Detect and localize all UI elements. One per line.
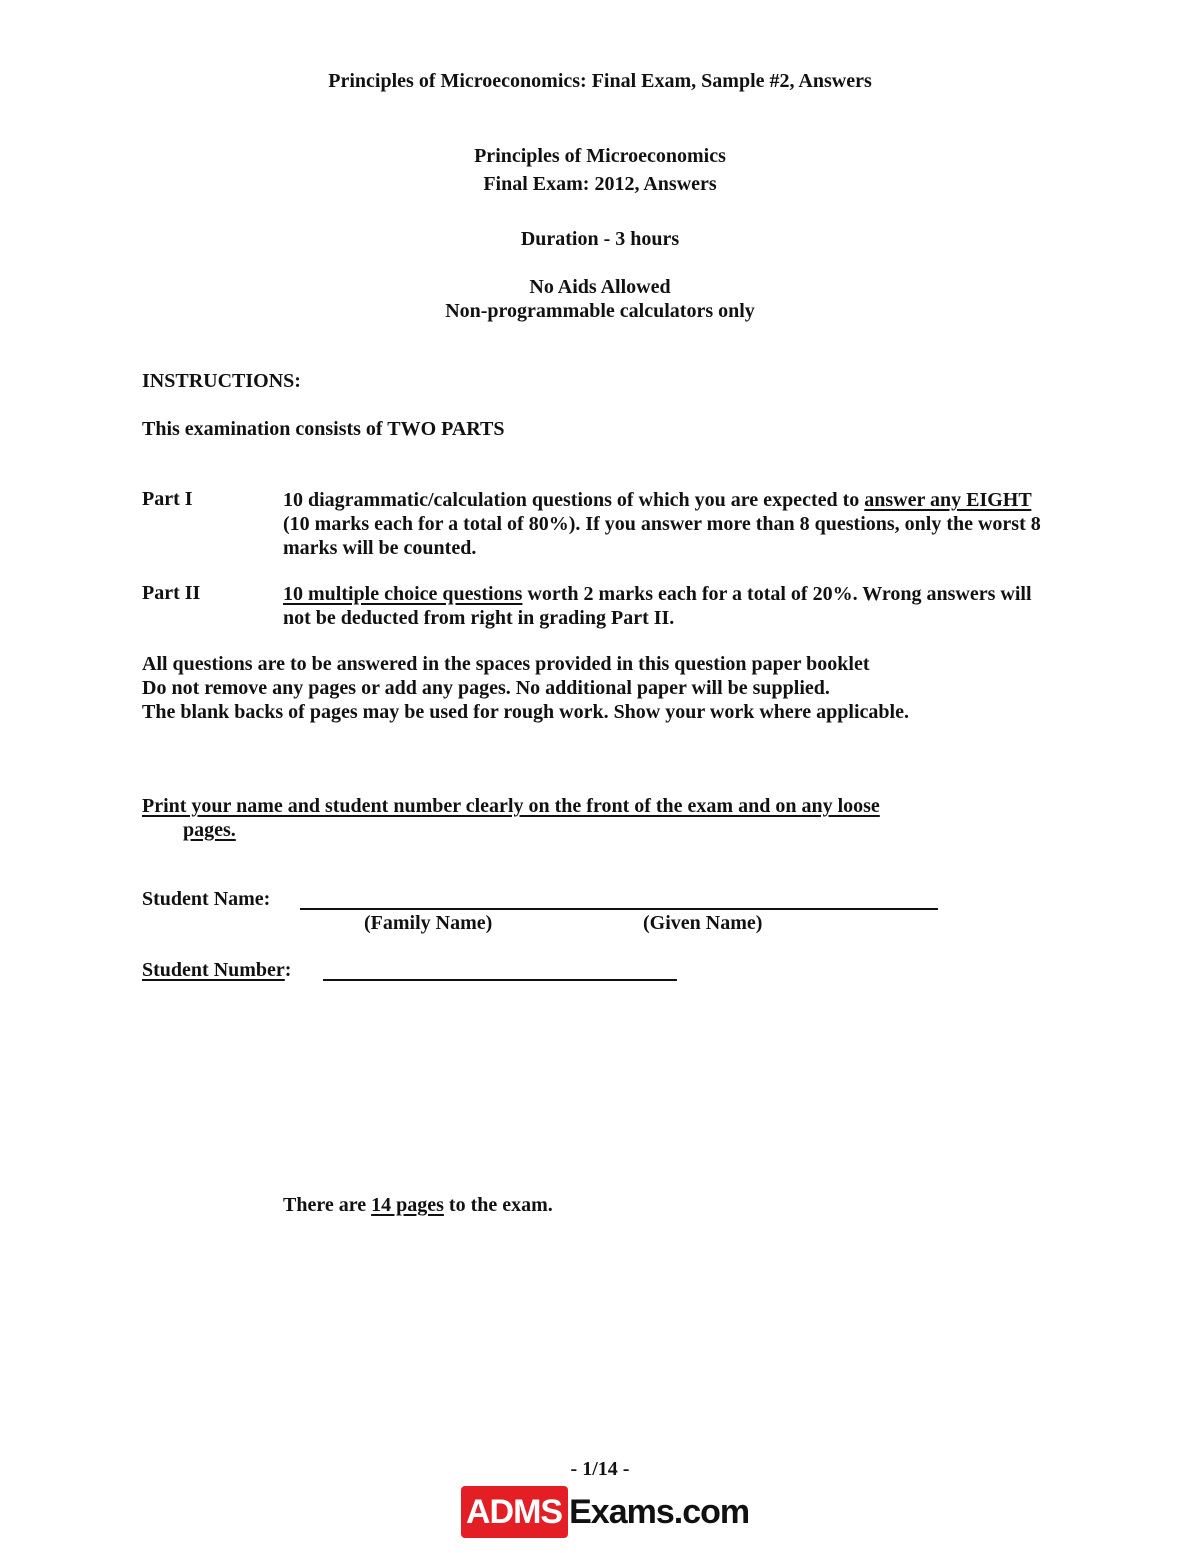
part1-text-2: (10 marks each for a total of 80%). If you answer more than 8 questions, only the worst 8 marks will be counted. bbox=[283, 513, 1041, 559]
logo-box-text: ADMS bbox=[461, 1486, 568, 1538]
print-notice-line-1: Print your name and student number clearly on the front of the exam and on any loose bbox=[142, 795, 880, 817]
part1-label: Part I bbox=[142, 488, 193, 510]
instructions-heading: INSTRUCTIONS: bbox=[142, 370, 301, 392]
part1-text-1: 10 diagrammatic/calculation questions of which you are expected to bbox=[283, 489, 865, 511]
admsexams-logo bbox=[461, 1484, 749, 1540]
print-notice-line-2: pages. bbox=[183, 819, 236, 841]
page-count: 14 pages bbox=[371, 1194, 444, 1216]
general-instructions bbox=[142, 652, 909, 724]
part2-label: Part II bbox=[142, 582, 201, 604]
general-instruction-line: Do not remove any pages or add any pages. No additional paper will be supplied. bbox=[142, 677, 830, 699]
running-header: Principles of Microeconomics: Final Exam, Sample #2, Answers bbox=[328, 70, 872, 92]
exam-parts-statement: This examination consists of TWO PARTS bbox=[142, 418, 505, 440]
general-instruction-line: All questions are to be answered in the spaces provided in this question paper booklet bbox=[142, 653, 870, 675]
print-name-notice bbox=[142, 794, 880, 842]
family-name-caption: (Family Name) bbox=[364, 912, 493, 934]
exam-title: Final Exam: 2012, Answers bbox=[483, 173, 717, 195]
student-number-label bbox=[142, 959, 291, 982]
student-number-label-text: Student Number bbox=[142, 959, 285, 981]
calculators-text: Non-programmable calculators only bbox=[445, 300, 755, 322]
logo-rest-text: Exams.com bbox=[569, 1492, 750, 1531]
student-number-field[interactable] bbox=[323, 979, 677, 981]
part1-emphasis: answer any EIGHT bbox=[864, 489, 1032, 511]
part2-emphasis: 10 multiple choice questions bbox=[283, 583, 523, 605]
part2-description bbox=[283, 582, 1063, 630]
student-number-colon: : bbox=[284, 959, 292, 981]
part1-description bbox=[283, 488, 1063, 560]
page-number: - 1/14 - bbox=[570, 1458, 630, 1480]
duration-text: Duration - 3 hours bbox=[520, 228, 680, 250]
page-count-prefix: There are bbox=[283, 1194, 372, 1216]
part2-text-1: worth 2 marks each for a total of 20%. Wrong answers will not be deducted from right in grading Part II. bbox=[283, 583, 1032, 629]
course-title: Principles of Microeconomics bbox=[474, 145, 726, 167]
given-name-caption: (Given Name) bbox=[643, 912, 763, 934]
student-name-label: Student Name: bbox=[142, 888, 271, 910]
page-count-suffix: to the exam. bbox=[443, 1194, 553, 1216]
aids-text: No Aids Allowed bbox=[529, 276, 671, 298]
student-name-field[interactable] bbox=[300, 908, 938, 910]
page-count-note bbox=[283, 1194, 553, 1217]
general-instruction-line: The blank backs of pages may be used for rough work. Show your work where applicable. bbox=[142, 701, 909, 723]
